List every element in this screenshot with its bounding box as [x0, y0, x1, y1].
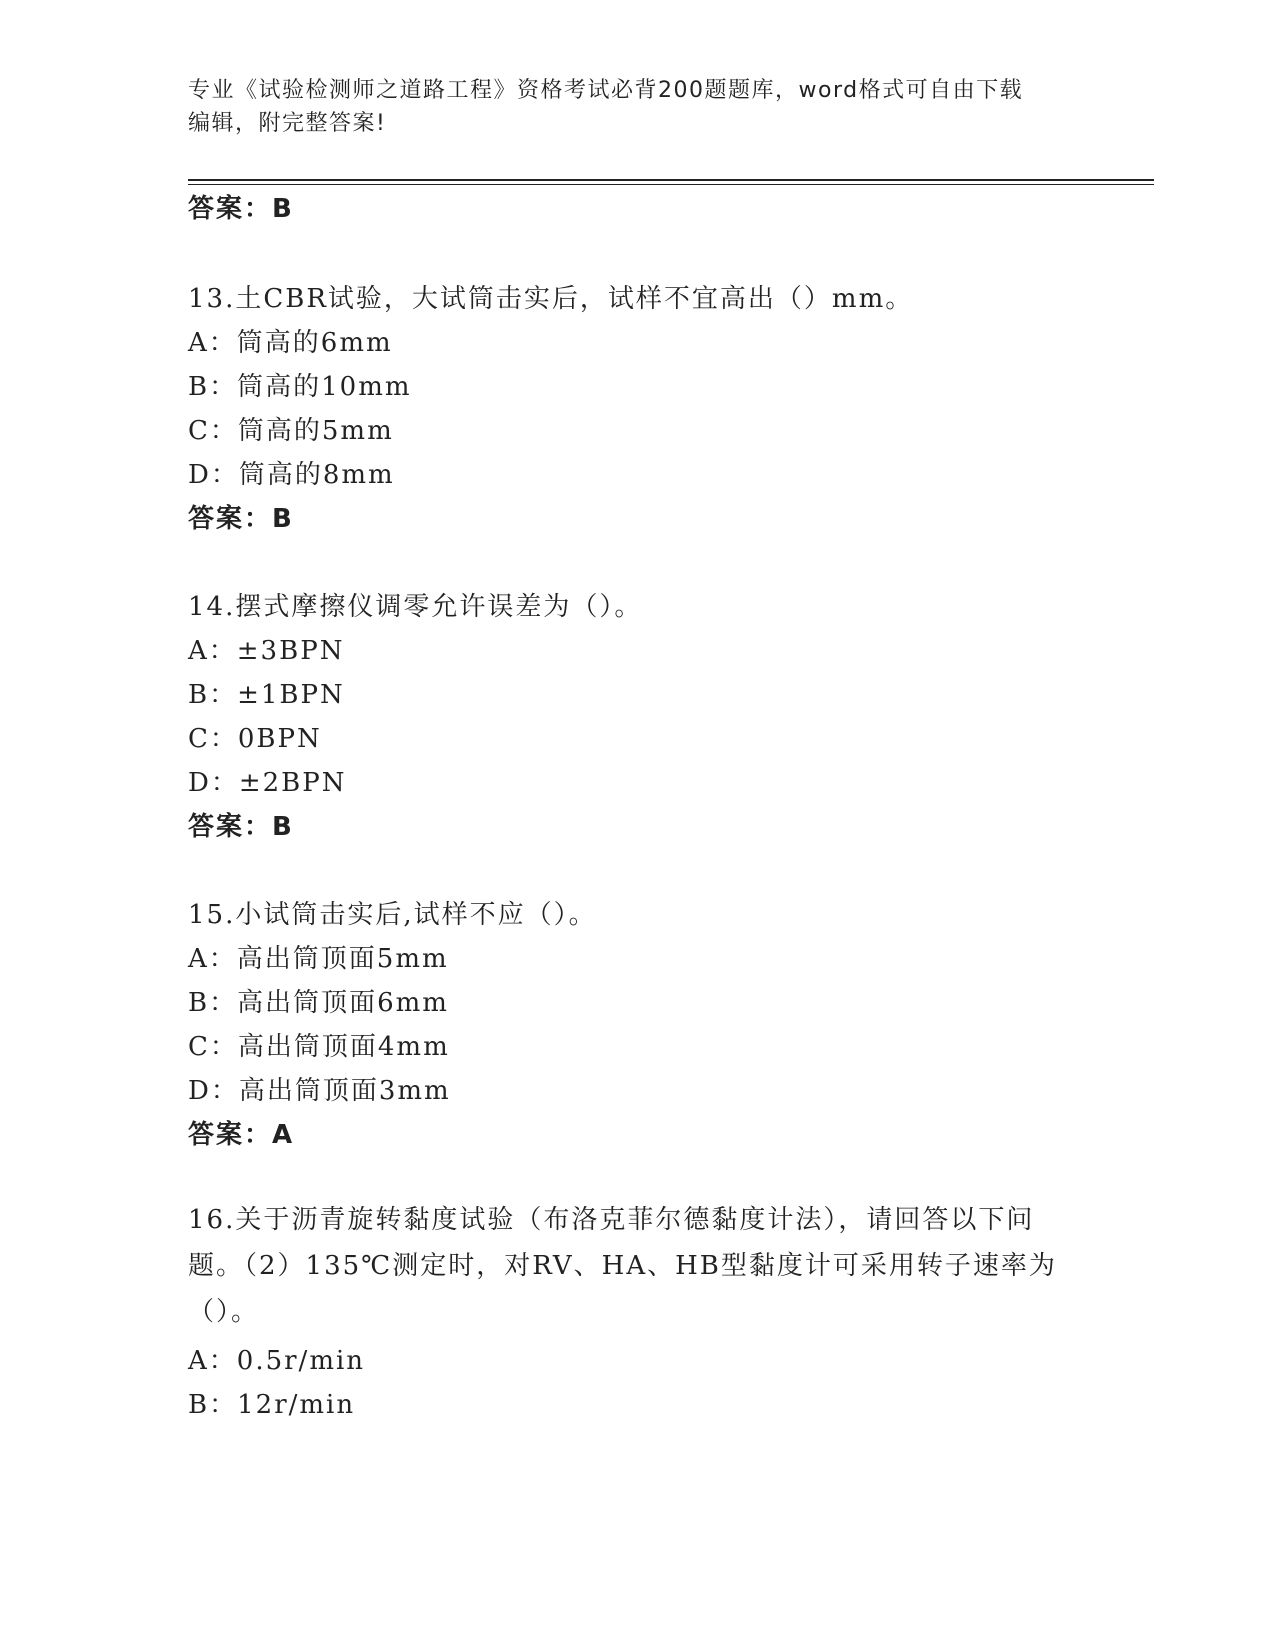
option-b: B：高出筒顶面6mm [188, 988, 449, 1018]
option-a: A：0.5r/min [188, 1346, 366, 1376]
option-a: A：±3BPN [188, 636, 345, 666]
answer-line: 答案：B [188, 812, 294, 842]
answer-line: 答案：B [188, 194, 294, 224]
question-stem: 14.摆式摩擦仪调零允许误差为（）。 [188, 592, 643, 622]
option-d: D：高出筒顶面3mm [188, 1076, 451, 1106]
option-c: C：筒高的5mm [188, 416, 394, 446]
header-line-1: 专业《试验检测师之道路工程》资格考试必背200题题库，word格式可自由下载 [188, 78, 1024, 103]
header-rule-thick [188, 179, 1154, 181]
question-stem: 16.关于沥青旋转黏度试验（布洛克菲尔德黏度计法），请回答以下问题。（2）135℃测定时，对RV、HA、HB型黏度计可采用转子速率为（）。 [188, 1205, 1057, 1327]
question-stem: 13.土CBR试验，大试筒击实后，试样不宜高出（）mm。 [188, 284, 914, 314]
option-c: C：高出筒顶面4mm [188, 1032, 450, 1062]
option-d: D：±2BPN [188, 768, 347, 798]
answer-line: 答案：A [188, 1120, 295, 1150]
option-b: B：12r/min [188, 1390, 356, 1420]
option-c: C：0BPN [188, 724, 322, 754]
option-b: B：筒高的10mm [188, 372, 412, 402]
option-a: A：筒高的6mm [188, 328, 393, 358]
answer-line: 答案：B [188, 504, 294, 534]
header-line-2: 编辑，附完整答案! [188, 111, 387, 136]
question-stem: 15.小试筒击实后,试样不应（）。 [188, 900, 597, 930]
option-a: A：高出筒顶面5mm [188, 944, 449, 974]
option-d: D：筒高的8mm [188, 460, 395, 490]
option-b: B：±1BPN [188, 680, 345, 710]
document-header [188, 74, 1088, 140]
header-rule-thin [188, 184, 1154, 185]
